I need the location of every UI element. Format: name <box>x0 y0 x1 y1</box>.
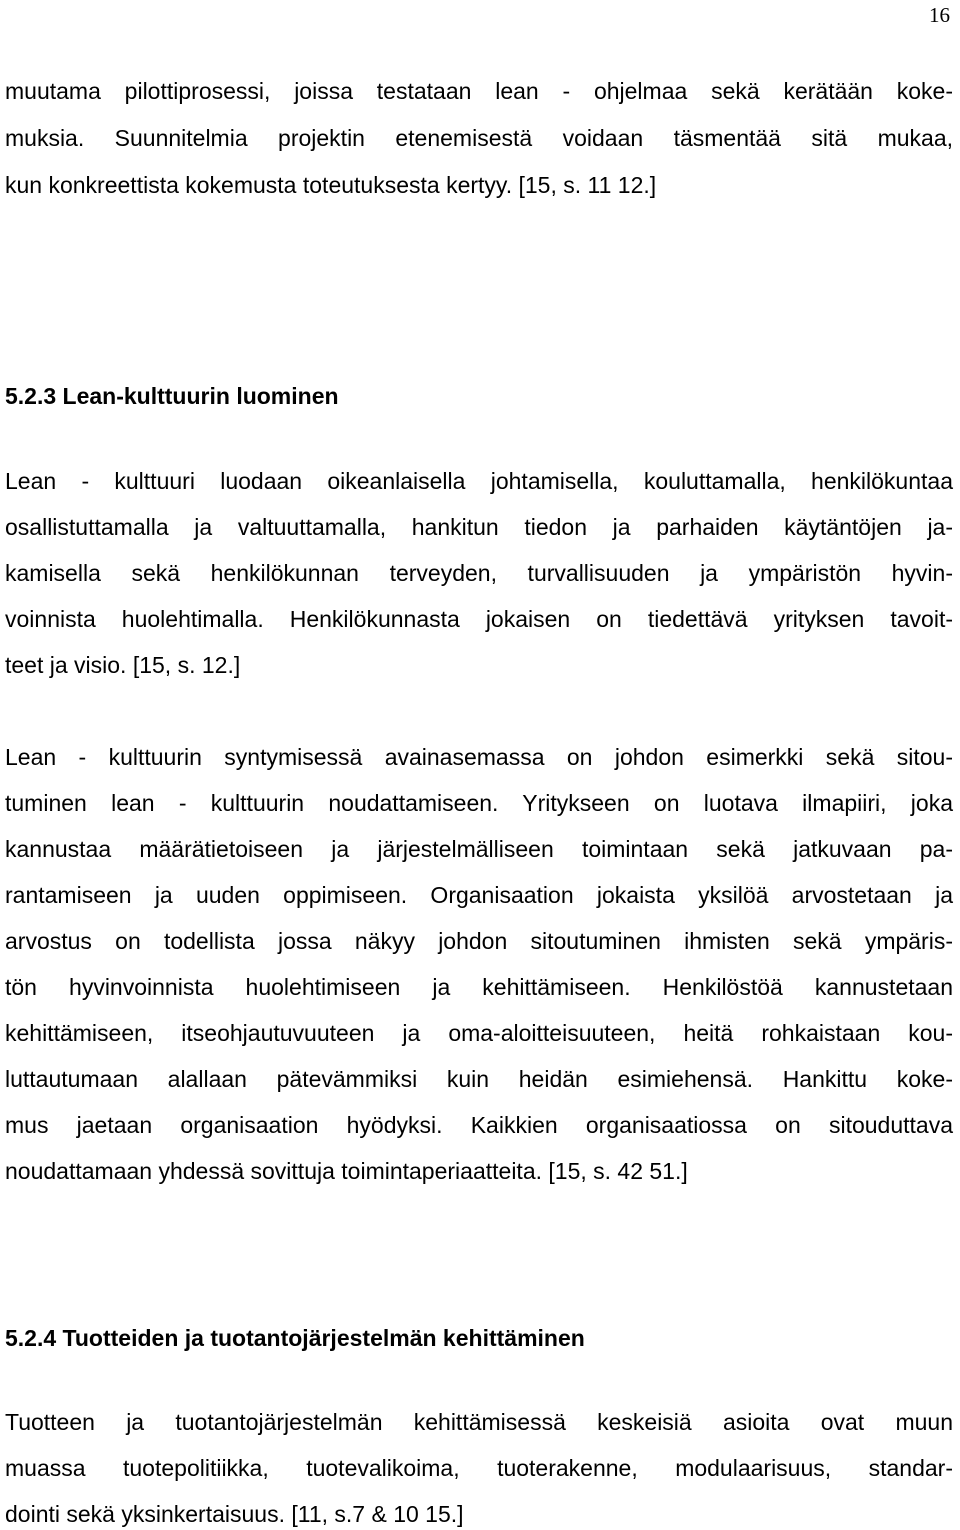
text-line: kannustaa määrätietoiseen ja järjestelmälliseen toimintaan sekä jatkuvaan pa- <box>5 836 953 862</box>
text-line: kun konkreettista kokemusta toteutuksesta kertyy. [15, s. 11 12.] <box>5 172 657 198</box>
text-line: dointi sekä yksinkertaisuus. [11, s.7 & 10 15.] <box>5 1501 464 1527</box>
page-number: 16 <box>929 3 950 27</box>
text-line: teet ja visio. [15, s. 12.] <box>5 652 241 678</box>
text-line: tuminen lean - kulttuurin noudattamiseen. Yritykseen on luotava ilmapiiri, joka <box>5 790 953 816</box>
text-line: luttautumaan alallaan pätevämmiksi kuin heidän esimiehensä. Hankittu koke- <box>5 1066 953 1092</box>
text-line: mus jaetaan organisaation hyödyksi. Kaikkien organisaatiossa on sitouduttava <box>5 1112 953 1138</box>
text-line: voinnista huolehtimalla. Henkilökunnasta jokaisen on tiedettävä yrityksen tavoit- <box>5 606 953 632</box>
text-line: kamisella sekä henkilökunnan terveyden, turvallisuuden ja ympäristön hyvin- <box>5 560 953 586</box>
text-line: Lean - kulttuuri luodaan oikeanlaisella johtamisella, kouluttamalla, henkilökuntaa <box>5 468 953 494</box>
section-heading-5-2-3: 5.2.3 Lean-kulttuurin luominen <box>5 383 339 409</box>
text-line: muassa tuotepolitiikka, tuotevalikoima, tuoterakenne, modulaarisuus, standar- <box>5 1455 953 1481</box>
text-line: muksia. Suunnitelmia projektin etenemisestä voidaan täsmentää sitä mukaa, <box>5 125 953 151</box>
text-line: kehittämiseen, itseohjautuvuuteen ja oma-aloitteisuuteen, heitä rohkaistaan kou- <box>5 1020 953 1046</box>
section-heading-5-2-4: 5.2.4 Tuotteiden ja tuotantojärjestelmän kehittäminen <box>5 1325 585 1351</box>
text-line: osallistuttamalla ja valtuuttamalla, hankitun tiedon ja parhaiden käytäntöjen ja- <box>5 514 953 540</box>
text-line: muutama pilottiprosessi, joissa testataan lean - ohjelmaa sekä kerätään koke- <box>5 78 953 104</box>
text-line: arvostus on todellista jossa näkyy johdon sitoutuminen ihmisten sekä ympäris- <box>5 928 953 954</box>
text-line: noudattamaan yhdessä sovittuja toimintaperiaatteita. [15, s. 42 51.] <box>5 1158 688 1184</box>
text-line: Tuotteen ja tuotantojärjestelmän kehittämisessä keskeisiä asioita ovat muun <box>5 1409 953 1435</box>
text-line: Lean - kulttuurin syntymisessä avainasemassa on johdon esimerkki sekä sitou- <box>5 744 953 770</box>
text-line: rantamiseen ja uuden oppimiseen. Organisaation jokaista yksilöä arvostetaan ja <box>5 882 953 908</box>
text-line: tön hyvinvoinnista huolehtimiseen ja kehittämiseen. Henkilöstöä kannustetaan <box>5 974 953 1000</box>
